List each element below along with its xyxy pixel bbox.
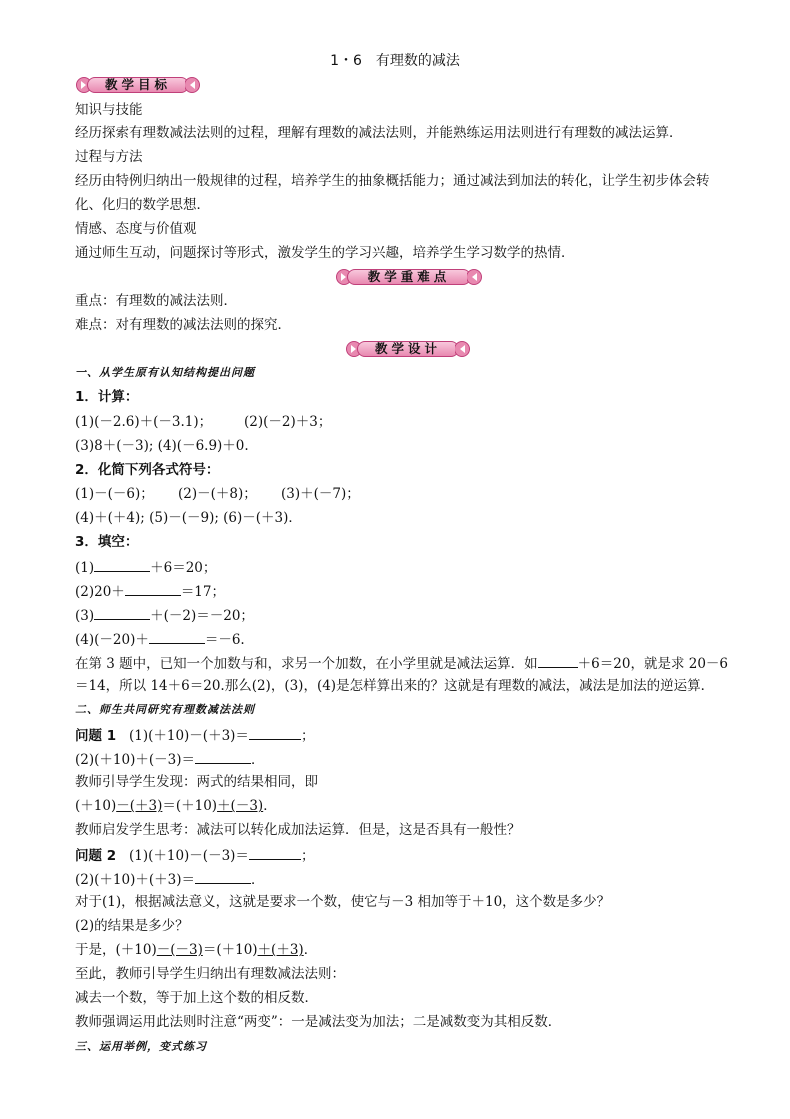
teacher-guide-2: 教师启发学生思考：减法可以转化成加法运算．但是，这是否具有一般性？ (75, 822, 521, 838)
arrow-left-icon (185, 76, 201, 94)
banner-label: 教学重难点 (347, 269, 471, 285)
section-heading-1: 一、从学生原有认知结构提出问题 (75, 366, 255, 379)
equation-1 (75, 797, 277, 815)
key-point: 重点：有理数的减法法则． (75, 293, 237, 309)
math-expression: (1)(＋10)－(＋3)＝ (128, 728, 249, 744)
equation-2 (75, 941, 317, 959)
math-expression: (2)(＋10)＋(－3)＝ (75, 752, 195, 768)
math-expression: (2)(＋10)＋(＋3)＝ (75, 872, 195, 888)
problem-2-explanation: 对于(1)，根据减法意义，这就是要求一个数，使它与－3 相加等于＋10，这个数是多少？ (75, 894, 611, 910)
goal-heading-process: 过程与方法 (75, 149, 143, 165)
goal-text-process-2: 化、化归的数学思想． (75, 197, 210, 213)
math-expression: ＝(＋10) (162, 798, 218, 814)
math-expression: (1) (75, 560, 95, 576)
math-expression: (2)－(＋8)； (178, 486, 257, 502)
page-title: 1・6 有理数的减法 (330, 53, 460, 69)
banner-label: 教学目标 (87, 77, 189, 93)
problem-label: 问题 2 (75, 848, 117, 864)
banner-teaching-goals (75, 76, 201, 94)
banner-label: 教学设计 (357, 341, 459, 357)
blank-field (249, 845, 301, 860)
blank-field (195, 749, 251, 764)
blank-field (125, 581, 181, 596)
math-expression: ＝－6. (204, 632, 245, 648)
math-expression: －(－3) (156, 942, 203, 958)
math-expression: ＝(＋10) (202, 942, 258, 958)
goal-text-process-1: 经历由特例归纳出一般规律的过程，培养学生的抽象概括能力；通过减法到加法的转化，让学生初步体会转 (75, 173, 710, 189)
subtraction-rule: 减去一个数，等于加上这个数的相反数． (75, 990, 318, 1006)
goal-text-knowledge: 经历探索有理数减法法则的过程，理解有理数的减法法则，并能熟练运用法则进行有理数的减法运算． (75, 125, 683, 141)
problem-1-line-2 (75, 749, 264, 769)
goal-text-attitude: 通过师生互动，问题探讨等形式，激发学生的学习兴趣，培养学生学习数学的热情． (75, 245, 575, 261)
math-expression: (4)(－20)＋ (75, 632, 149, 648)
problem-2-question: (2)的结果是多少？ (75, 918, 189, 934)
goal-heading-attitude: 情感、态度与价值观 (75, 221, 197, 237)
goal-heading-knowledge: 知识与技能 (75, 102, 143, 118)
text: ． (303, 942, 318, 958)
math-expression: －(＋3) (116, 798, 163, 814)
section-heading-2: 二、师生共同研究有理数减法法则 (75, 703, 255, 716)
exercise-3-line-3 (75, 605, 254, 625)
exercise-2-line-1 (75, 485, 360, 503)
exercise-1-line-2: (3)8＋(－3); (4)(－6.9)＋0. (75, 438, 249, 454)
text: ． (250, 872, 265, 888)
text: ． (263, 798, 277, 814)
difficult-point: 难点：对有理数的减法法则的探究． (75, 317, 291, 333)
problem-label: 问题 1 (75, 728, 117, 744)
text: ＋6＝20，就是求 20－6 (577, 656, 728, 672)
teacher-guide-1: 教师引导学生发现：两式的结果相同，即 (75, 774, 318, 790)
teacher-summary: 至此，教师引导学生归纳出有理数减法法则： (75, 966, 345, 982)
exercise-3-heading: 3．填空： (75, 534, 139, 550)
exercise-3-line-4 (75, 629, 245, 649)
exercise-1-heading: 1．计算： (75, 389, 139, 405)
blank-field (94, 557, 150, 572)
blank-field (195, 869, 251, 884)
math-expression: 于是，(＋10) (75, 942, 157, 958)
teacher-emphasis: 教师强调运用此法则时注意“两变”：一是减法变为加法；二是减数变为其相反数． (75, 1014, 562, 1030)
blank-field (149, 629, 205, 644)
banner-teaching-design (345, 340, 471, 358)
paragraph-1-line-2: ＝14，所以 14＋6＝20.那么(2)，(3)，(4)是怎样算出来的？这就是有理数的减法，减法是加法的逆运算． (75, 678, 715, 694)
problem-1-line-1 (75, 725, 314, 745)
text: ； (300, 848, 315, 864)
problem-2-line-1 (75, 845, 314, 865)
math-expression: (＋10) (75, 798, 117, 814)
exercise-1-line-1 (75, 413, 332, 431)
exercise-2-line-2: (4)＋(＋4); (5)－(－9); (6)－(＋3)． (75, 510, 302, 526)
math-expression: (2)20＋ (75, 584, 125, 600)
arrow-left-icon (455, 340, 471, 358)
blank-field (249, 725, 301, 740)
blank-field (94, 605, 150, 620)
blank-field (538, 653, 578, 668)
text: ； (300, 728, 315, 744)
math-expression: ＋(－3) (217, 798, 264, 814)
math-expression: ＋(＋3) (257, 942, 304, 958)
math-expression: ＋6＝20； (150, 560, 217, 576)
exercise-3-line-2 (75, 581, 225, 601)
banner-key-points (335, 268, 483, 286)
math-expression: (2)(－2)＋3； (244, 414, 332, 430)
math-expression: (3)＋(－7)； (281, 486, 360, 502)
exercise-2-heading: 2．化简下列各式符号： (75, 462, 220, 478)
paragraph-1-line-1 (75, 653, 728, 673)
arrow-left-icon (467, 268, 483, 286)
math-expression: (3) (75, 608, 95, 624)
math-expression: (1)(＋10)－(－3)＝ (128, 848, 249, 864)
math-expression: (1)(－2.6)＋(－3.1)； (75, 414, 213, 430)
section-heading-3: 三、运用举例，变式练习 (75, 1040, 207, 1053)
text: ． (250, 752, 265, 768)
exercise-3-line-1 (75, 557, 216, 577)
math-expression: ＋(－2)＝－20； (150, 608, 254, 624)
math-expression: ＝17； (180, 584, 225, 600)
math-expression: (1)－(－6)； (75, 486, 154, 502)
problem-2-line-2 (75, 869, 264, 889)
text: 在第 3 题中，已知一个加数与和，求另一个加数，在小学里就是减法运算．如 (75, 656, 538, 672)
